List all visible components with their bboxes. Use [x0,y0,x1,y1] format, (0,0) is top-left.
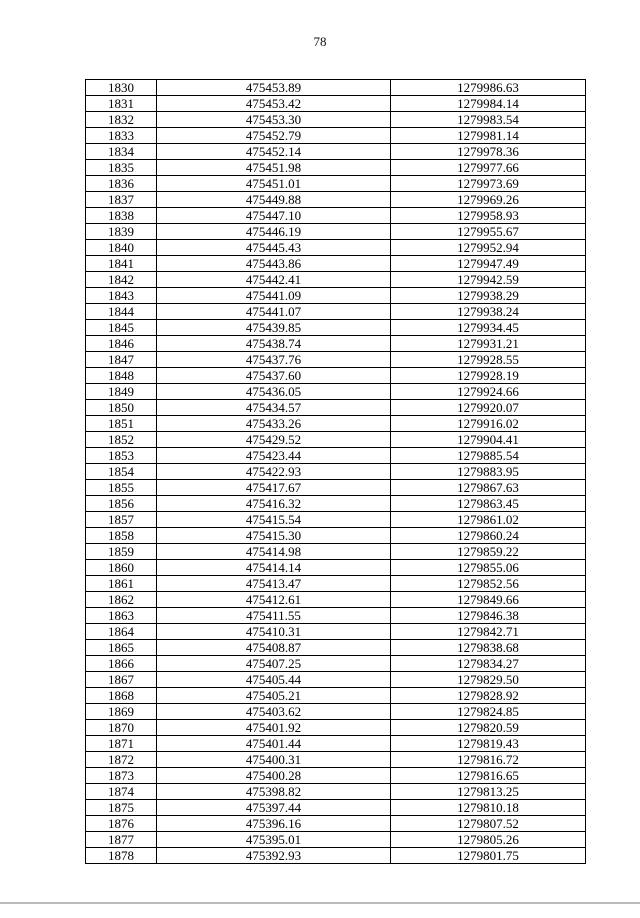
x-coordinate-cell: 475451.98 [157,160,391,176]
y-coordinate-cell: 1279828.92 [391,688,586,704]
y-coordinate-cell: 1279952.94 [391,240,586,256]
x-coordinate-cell: 475401.44 [157,736,391,752]
y-coordinate-cell: 1279842.71 [391,624,586,640]
y-coordinate-cell: 1279978.36 [391,144,586,160]
x-coordinate-cell: 475453.42 [157,96,391,112]
y-coordinate-cell: 1279816.65 [391,768,586,784]
table-row [86,512,586,528]
y-coordinate-cell: 1279986.63 [391,80,586,96]
point-number-cell: 1832 [86,112,157,128]
y-coordinate-cell: 1279938.24 [391,304,586,320]
table-row [86,848,586,864]
x-coordinate-cell: 475392.93 [157,848,391,864]
point-number-cell: 1878 [86,848,157,864]
table-row [86,112,586,128]
point-number-cell: 1853 [86,448,157,464]
x-coordinate-cell: 475397.44 [157,800,391,816]
table-row [86,352,586,368]
x-coordinate-cell: 475433.26 [157,416,391,432]
table-row [86,240,586,256]
table-row [86,432,586,448]
point-number-cell: 1833 [86,128,157,144]
table-row [86,288,586,304]
point-number-cell: 1872 [86,752,157,768]
point-number-cell: 1856 [86,496,157,512]
point-number-cell: 1847 [86,352,157,368]
y-coordinate-cell: 1279860.24 [391,528,586,544]
page-bottom-edge [0,902,640,904]
x-coordinate-cell: 475395.01 [157,832,391,848]
point-number-cell: 1848 [86,368,157,384]
x-coordinate-cell: 475408.87 [157,640,391,656]
x-coordinate-cell: 475449.88 [157,192,391,208]
y-coordinate-cell: 1279861.02 [391,512,586,528]
x-coordinate-cell: 475400.28 [157,768,391,784]
table-row [86,336,586,352]
x-coordinate-cell: 475438.74 [157,336,391,352]
x-coordinate-cell: 475436.05 [157,384,391,400]
point-number-cell: 1839 [86,224,157,240]
point-number-cell: 1849 [86,384,157,400]
point-number-cell: 1851 [86,416,157,432]
point-number-cell: 1861 [86,576,157,592]
point-number-cell: 1845 [86,320,157,336]
table-row [86,400,586,416]
x-coordinate-cell: 475447.10 [157,208,391,224]
x-coordinate-cell: 475398.82 [157,784,391,800]
x-coordinate-cell: 475405.21 [157,688,391,704]
y-coordinate-cell: 1279973.69 [391,176,586,192]
point-number-cell: 1830 [86,80,157,96]
point-number-cell: 1870 [86,720,157,736]
table-row [86,544,586,560]
x-coordinate-cell: 475396.16 [157,816,391,832]
x-coordinate-cell: 475407.25 [157,656,391,672]
table-row [86,768,586,784]
page-number: 78 [313,34,327,49]
y-coordinate-cell: 1279863.45 [391,496,586,512]
x-coordinate-cell: 475415.30 [157,528,391,544]
table-row [86,320,586,336]
table-row [86,688,586,704]
point-number-cell: 1869 [86,704,157,720]
x-coordinate-cell: 475439.85 [157,320,391,336]
x-coordinate-cell: 475437.76 [157,352,391,368]
point-number-cell: 1841 [86,256,157,272]
table-row [86,256,586,272]
table-row [86,832,586,848]
point-number-cell: 1840 [86,240,157,256]
y-coordinate-cell: 1279942.59 [391,272,586,288]
table-row [86,176,586,192]
y-coordinate-cell: 1279838.68 [391,640,586,656]
y-coordinate-cell: 1279883.95 [391,464,586,480]
table-row [86,736,586,752]
y-coordinate-cell: 1279958.93 [391,208,586,224]
table-row [86,816,586,832]
coordinates-table-body [86,80,586,864]
x-coordinate-cell: 475414.98 [157,544,391,560]
y-coordinate-cell: 1279947.49 [391,256,586,272]
x-coordinate-cell: 475400.31 [157,752,391,768]
table-row [86,576,586,592]
y-coordinate-cell: 1279934.45 [391,320,586,336]
point-number-cell: 1852 [86,432,157,448]
y-coordinate-cell: 1279820.59 [391,720,586,736]
x-coordinate-cell: 475452.14 [157,144,391,160]
y-coordinate-cell: 1279928.19 [391,368,586,384]
point-number-cell: 1868 [86,688,157,704]
table-row [86,384,586,400]
point-number-cell: 1844 [86,304,157,320]
y-coordinate-cell: 1279931.21 [391,336,586,352]
x-coordinate-cell: 475441.07 [157,304,391,320]
y-coordinate-cell: 1279928.55 [391,352,586,368]
point-number-cell: 1850 [86,400,157,416]
x-coordinate-cell: 475410.31 [157,624,391,640]
x-coordinate-cell: 475446.19 [157,224,391,240]
point-number-cell: 1864 [86,624,157,640]
point-number-cell: 1867 [86,672,157,688]
y-coordinate-cell: 1279834.27 [391,656,586,672]
y-coordinate-cell: 1279977.66 [391,160,586,176]
x-coordinate-cell: 475412.61 [157,592,391,608]
x-coordinate-cell: 475415.54 [157,512,391,528]
table-row [86,416,586,432]
table-row [86,192,586,208]
x-coordinate-cell: 475434.57 [157,400,391,416]
point-number-cell: 1860 [86,560,157,576]
table-row [86,96,586,112]
y-coordinate-cell: 1279801.75 [391,848,586,864]
x-coordinate-cell: 475405.44 [157,672,391,688]
point-number-cell: 1831 [86,96,157,112]
x-coordinate-cell: 475417.67 [157,480,391,496]
x-coordinate-cell: 475453.89 [157,80,391,96]
y-coordinate-cell: 1279938.29 [391,288,586,304]
table-row [86,208,586,224]
point-number-cell: 1854 [86,464,157,480]
point-number-cell: 1873 [86,768,157,784]
table-row [86,272,586,288]
point-number-cell: 1862 [86,592,157,608]
y-coordinate-cell: 1279813.25 [391,784,586,800]
coordinates-table [85,79,586,864]
point-number-cell: 1843 [86,288,157,304]
table-row [86,592,586,608]
table-row [86,80,586,96]
table-row [86,752,586,768]
x-coordinate-cell: 475429.52 [157,432,391,448]
x-coordinate-cell: 475453.30 [157,112,391,128]
y-coordinate-cell: 1279846.38 [391,608,586,624]
y-coordinate-cell: 1279855.06 [391,560,586,576]
point-number-cell: 1858 [86,528,157,544]
x-coordinate-cell: 475423.44 [157,448,391,464]
table-row [86,784,586,800]
table-row [86,528,586,544]
y-coordinate-cell: 1279867.63 [391,480,586,496]
x-coordinate-cell: 475413.47 [157,576,391,592]
point-number-cell: 1837 [86,192,157,208]
table-row [86,464,586,480]
table-row [86,160,586,176]
point-number-cell: 1859 [86,544,157,560]
x-coordinate-cell: 475445.43 [157,240,391,256]
y-coordinate-cell: 1279981.14 [391,128,586,144]
table-row [86,224,586,240]
table-row [86,672,586,688]
table-row [86,480,586,496]
point-number-cell: 1866 [86,656,157,672]
y-coordinate-cell: 1279849.66 [391,592,586,608]
point-number-cell: 1877 [86,832,157,848]
table-row [86,720,586,736]
point-number-cell: 1846 [86,336,157,352]
y-coordinate-cell: 1279829.50 [391,672,586,688]
y-coordinate-cell: 1279805.26 [391,832,586,848]
table-row [86,448,586,464]
point-number-cell: 1838 [86,208,157,224]
x-coordinate-cell: 475414.14 [157,560,391,576]
y-coordinate-cell: 1279916.02 [391,416,586,432]
y-coordinate-cell: 1279955.67 [391,224,586,240]
y-coordinate-cell: 1279969.26 [391,192,586,208]
point-number-cell: 1865 [86,640,157,656]
x-coordinate-cell: 475443.86 [157,256,391,272]
point-number-cell: 1842 [86,272,157,288]
point-number-cell: 1857 [86,512,157,528]
table-row [86,656,586,672]
table-row [86,608,586,624]
table-row [86,704,586,720]
table-row [86,560,586,576]
point-number-cell: 1875 [86,800,157,816]
point-number-cell: 1863 [86,608,157,624]
x-coordinate-cell: 475416.32 [157,496,391,512]
y-coordinate-cell: 1279819.43 [391,736,586,752]
table-row [86,304,586,320]
y-coordinate-cell: 1279984.14 [391,96,586,112]
table-row [86,368,586,384]
x-coordinate-cell: 475452.79 [157,128,391,144]
x-coordinate-cell: 475411.55 [157,608,391,624]
y-coordinate-cell: 1279807.52 [391,816,586,832]
y-coordinate-cell: 1279904.41 [391,432,586,448]
x-coordinate-cell: 475441.09 [157,288,391,304]
y-coordinate-cell: 1279924.66 [391,384,586,400]
y-coordinate-cell: 1279810.18 [391,800,586,816]
x-coordinate-cell: 475451.01 [157,176,391,192]
point-number-cell: 1834 [86,144,157,160]
x-coordinate-cell: 475401.92 [157,720,391,736]
table-row [86,128,586,144]
y-coordinate-cell: 1279816.72 [391,752,586,768]
y-coordinate-cell: 1279852.56 [391,576,586,592]
point-number-cell: 1874 [86,784,157,800]
x-coordinate-cell: 475403.62 [157,704,391,720]
x-coordinate-cell: 475437.60 [157,368,391,384]
point-number-cell: 1835 [86,160,157,176]
point-number-cell: 1876 [86,816,157,832]
y-coordinate-cell: 1279885.54 [391,448,586,464]
y-coordinate-cell: 1279824.85 [391,704,586,720]
y-coordinate-cell: 1279920.07 [391,400,586,416]
table-row [86,624,586,640]
table-row [86,640,586,656]
x-coordinate-cell: 475442.41 [157,272,391,288]
table-row [86,800,586,816]
x-coordinate-cell: 475422.93 [157,464,391,480]
y-coordinate-cell: 1279983.54 [391,112,586,128]
table-row [86,496,586,512]
y-coordinate-cell: 1279859.22 [391,544,586,560]
table-row [86,144,586,160]
point-number-cell: 1855 [86,480,157,496]
point-number-cell: 1836 [86,176,157,192]
point-number-cell: 1871 [86,736,157,752]
